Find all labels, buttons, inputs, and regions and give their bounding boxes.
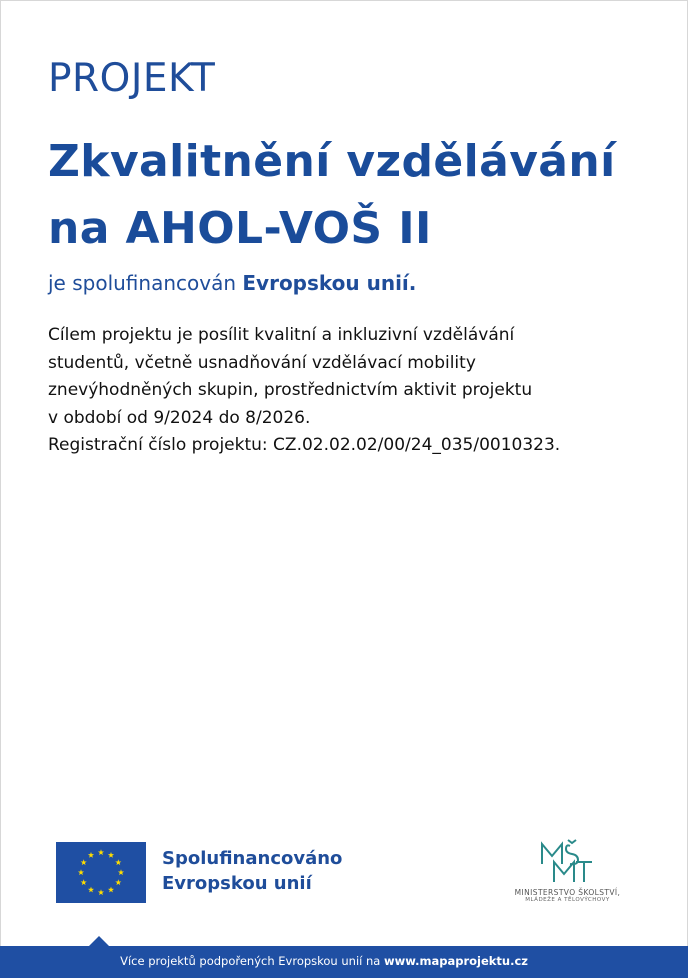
eu-star-icon [98,889,104,895]
cofinancing-prefix: je spolufinancován [48,271,243,295]
description-line: Cílem projektu je posílit kvalitní a inkluzivní vzdělávání [48,325,515,345]
eu-text-line-1: Spolufinancováno [162,848,343,869]
msmt-logo [500,838,635,908]
project-description [48,322,648,460]
eu-star-icon [108,852,114,858]
eu-text-line-2: Evropskou unií [162,873,312,894]
footer-prefix: Více projektů podpořených Evropskou unií na [120,954,384,968]
project-label: PROJEKT [48,56,216,101]
eu-flag-logo [56,842,146,903]
footer-link[interactable]: www.mapaprojektu.cz [384,954,528,968]
eu-star-icon [81,859,87,865]
footer-bar [0,946,688,978]
eu-star-icon [81,879,87,885]
description-line: studentů, včetně usnadňování vzdělávací mobility [48,352,476,373]
msmt-mark-icon [536,838,600,884]
eu-star-icon [108,887,114,893]
project-title-line-2: na AHOL-VOŠ II [48,203,432,254]
eu-cofinanced-text [162,846,342,896]
footer-text [120,954,528,968]
registration-number: Registrační číslo projektu: CZ.02.02.02/00/24_035/0010323. [48,435,561,455]
msmt-name-line-1: MINISTERSTVO ŠKOLSTVÍ, [514,888,621,897]
cofinancing-emphasis: Evropskou unií. [242,271,417,295]
eu-star-icon [78,869,84,875]
eu-stars-icon [56,842,146,903]
project-title-line-1: Zkvalitnění vzdělávání [48,136,616,187]
project-title [48,128,668,262]
eu-star-icon [118,869,124,875]
msmt-name-line-2: MLÁDEŽE A TĚLOVÝCHOVY [525,897,610,903]
description-line: v období od 9/2024 do 8/2026. [48,407,311,428]
eu-star-icon [88,887,94,893]
eu-star-icon [115,879,121,885]
eu-star-icon [88,852,94,858]
eu-star-icon [98,849,104,855]
eu-star-icon [115,859,121,865]
cofinancing-statement [48,271,416,295]
description-line: znevýhodněných skupin, prostřednictvím aktivit projektu [48,380,533,400]
